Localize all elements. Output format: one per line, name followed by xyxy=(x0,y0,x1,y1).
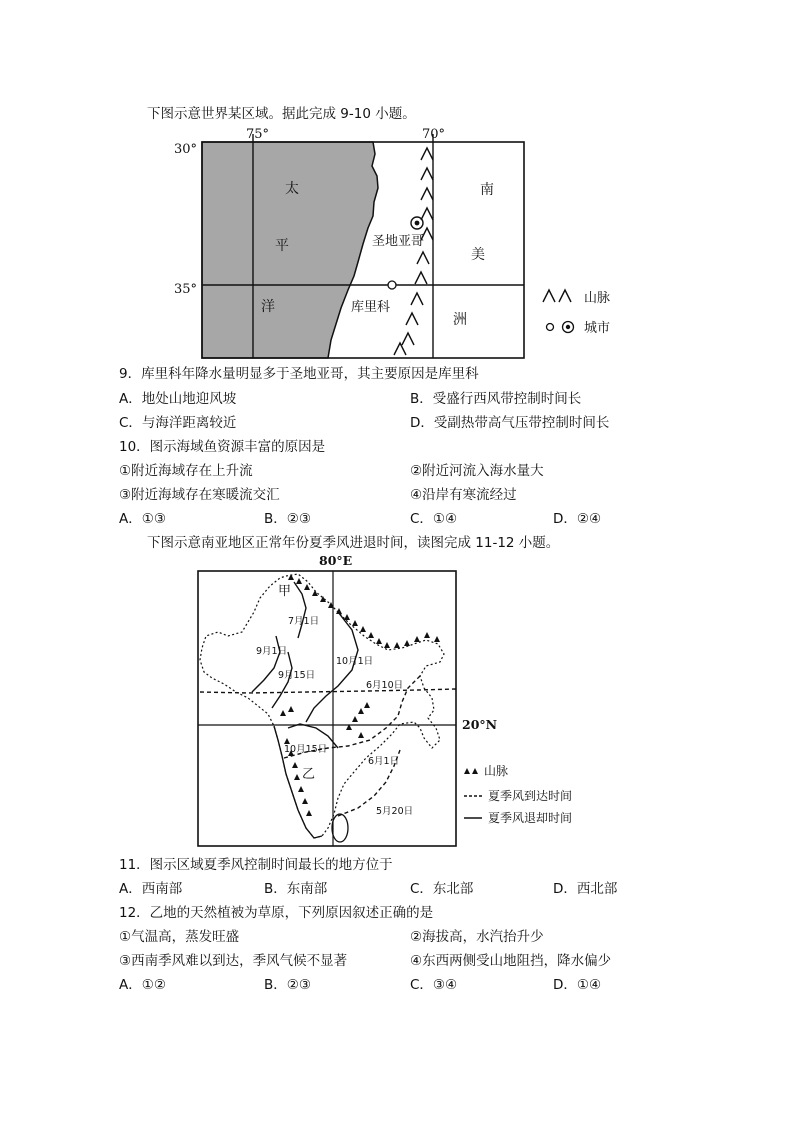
continent-char-2: 美 xyxy=(471,247,485,263)
map2-intro: 下图示意南亚地区正常年份夏季风进退时间，读图完成 11-12 小题。 xyxy=(147,535,560,551)
q10-statement-2: ②附近河流入海水量大 xyxy=(410,463,544,479)
retreat-oct1 xyxy=(306,612,358,722)
q11-option-b[interactable]: B．东南部 xyxy=(264,881,328,897)
continent-char-1: 南 xyxy=(480,182,494,198)
map1-intro: 下图示意世界某区域。据此完成 9-10 小题。 xyxy=(147,106,416,122)
q11-option-d[interactable]: D．西北部 xyxy=(553,881,618,897)
label-yi: 乙 xyxy=(302,767,316,782)
legend-city-small-icon xyxy=(547,324,554,331)
q10-option-b[interactable]: B．②③ xyxy=(264,511,311,527)
date-oct15: 10月15日 xyxy=(284,744,328,755)
himalaya-mountain-symbols xyxy=(288,574,440,648)
label-jia: 甲 xyxy=(278,584,292,599)
q9-option-d[interactable]: D．受副热带高气压带控制时间长 xyxy=(410,415,610,431)
monsoon-arrival-lines xyxy=(200,676,456,816)
q11-option-a[interactable]: A．西南部 xyxy=(119,881,183,897)
legend-city-big-icon xyxy=(563,322,574,333)
lat-30-label: 30° xyxy=(174,142,198,157)
legend-mountain-label: 山脉 xyxy=(584,291,611,306)
q10-stem: 10．图示海域鱼资源丰富的原因是 xyxy=(119,439,326,455)
arrival-jun10 xyxy=(200,689,456,693)
city-curico-symbol xyxy=(388,281,396,289)
ocean-char-3: 洋 xyxy=(261,299,275,315)
q10-statement-4: ④沿岸有寒流经过 xyxy=(410,487,517,503)
legend2-mountain-icon xyxy=(464,768,478,774)
q10-option-c[interactable]: C．①④ xyxy=(410,511,458,527)
q10-option-d[interactable]: D．②④ xyxy=(553,511,602,527)
q9-stem: 9．库里科年降水量明显多于圣地亚哥，其主要原因是库里科 xyxy=(119,366,479,382)
q11-stem: 11．图示区域夏季风控制时间最长的地方位于 xyxy=(119,857,393,873)
retreat-sep1 xyxy=(252,636,280,692)
city-curico-label: 库里科 xyxy=(351,300,391,315)
q12-option-b[interactable]: B．②③ xyxy=(264,977,311,993)
q9-option-c[interactable]: C．与海洋距离较近 xyxy=(119,415,237,431)
q12-statement-4: ④东西两侧受山地阻挡，降水偏少 xyxy=(410,953,612,969)
city-santiago-symbol xyxy=(411,217,423,229)
q12-option-a[interactable]: A．①② xyxy=(119,977,166,993)
sri-lanka-island xyxy=(332,814,348,842)
lon-75-label: 75° xyxy=(246,127,270,142)
retreat-jul1 xyxy=(294,582,306,638)
ghats-mountain-symbols xyxy=(280,702,370,816)
lon-80e-label: 80°E xyxy=(319,553,353,568)
q11-option-c[interactable]: C．东北部 xyxy=(410,881,474,897)
q12-option-c[interactable]: C．③④ xyxy=(410,977,458,993)
q10-statement-3: ③附近海域存在寒暖流交汇 xyxy=(119,487,280,503)
q12-statement-2: ②海拔高，水汽抬升少 xyxy=(410,929,544,945)
legend-city-label: 城市 xyxy=(584,321,611,336)
q10-option-a[interactable]: A．①③ xyxy=(119,511,166,527)
q12-stem: 12．乙地的天然植被为草原，下列原因叙述正确的是 xyxy=(119,905,434,921)
q12-option-d[interactable]: D．①④ xyxy=(553,977,602,993)
city-santiago-label: 圣地亚哥 xyxy=(372,234,425,249)
map2-frame xyxy=(198,571,456,846)
legend2-mountain-label: 山脉 xyxy=(484,764,509,778)
date-oct1: 10月1日 xyxy=(336,656,374,667)
legend2-arrive-label: 夏季风到达时间 xyxy=(488,789,573,803)
map1-chile-region xyxy=(168,124,628,362)
ocean-char-1: 太 xyxy=(285,181,299,197)
legend-mountain-icon xyxy=(543,290,571,302)
date-sep15: 9月15日 xyxy=(278,670,316,681)
date-sep1: 9月1日 xyxy=(256,646,288,657)
continent-char-3: 洲 xyxy=(453,312,467,328)
lat-20n-label: 20°N xyxy=(462,717,498,732)
andes-mountain-symbols xyxy=(394,148,433,355)
lon-70-label: 70° xyxy=(422,127,446,142)
coastline-west xyxy=(274,726,322,838)
date-jun1: 6月1日 xyxy=(368,756,400,767)
date-jun10: 6月10日 xyxy=(366,680,404,691)
south-asia-outline xyxy=(200,574,444,838)
q10-statement-1: ①附近海域存在上升流 xyxy=(119,463,253,479)
q12-statement-3: ③西南季风难以到达，季风气候不显著 xyxy=(119,953,348,969)
q12-statement-1: ①气温高，蒸发旺盛 xyxy=(119,929,240,945)
date-may20: 5月20日 xyxy=(376,806,414,817)
q9-option-b[interactable]: B．受盛行西风带控制时间长 xyxy=(410,391,582,407)
q9-option-a[interactable]: A．地处山地迎风坡 xyxy=(119,391,237,407)
ocean-char-2: 平 xyxy=(275,238,289,254)
lat-35-label: 35° xyxy=(174,282,198,297)
date-jul1: 7月1日 xyxy=(288,616,320,627)
map2-south-asia-monsoon xyxy=(188,552,628,850)
pacific-ocean-area xyxy=(202,142,378,358)
legend2-retreat-label: 夏季风退却时间 xyxy=(488,811,573,825)
